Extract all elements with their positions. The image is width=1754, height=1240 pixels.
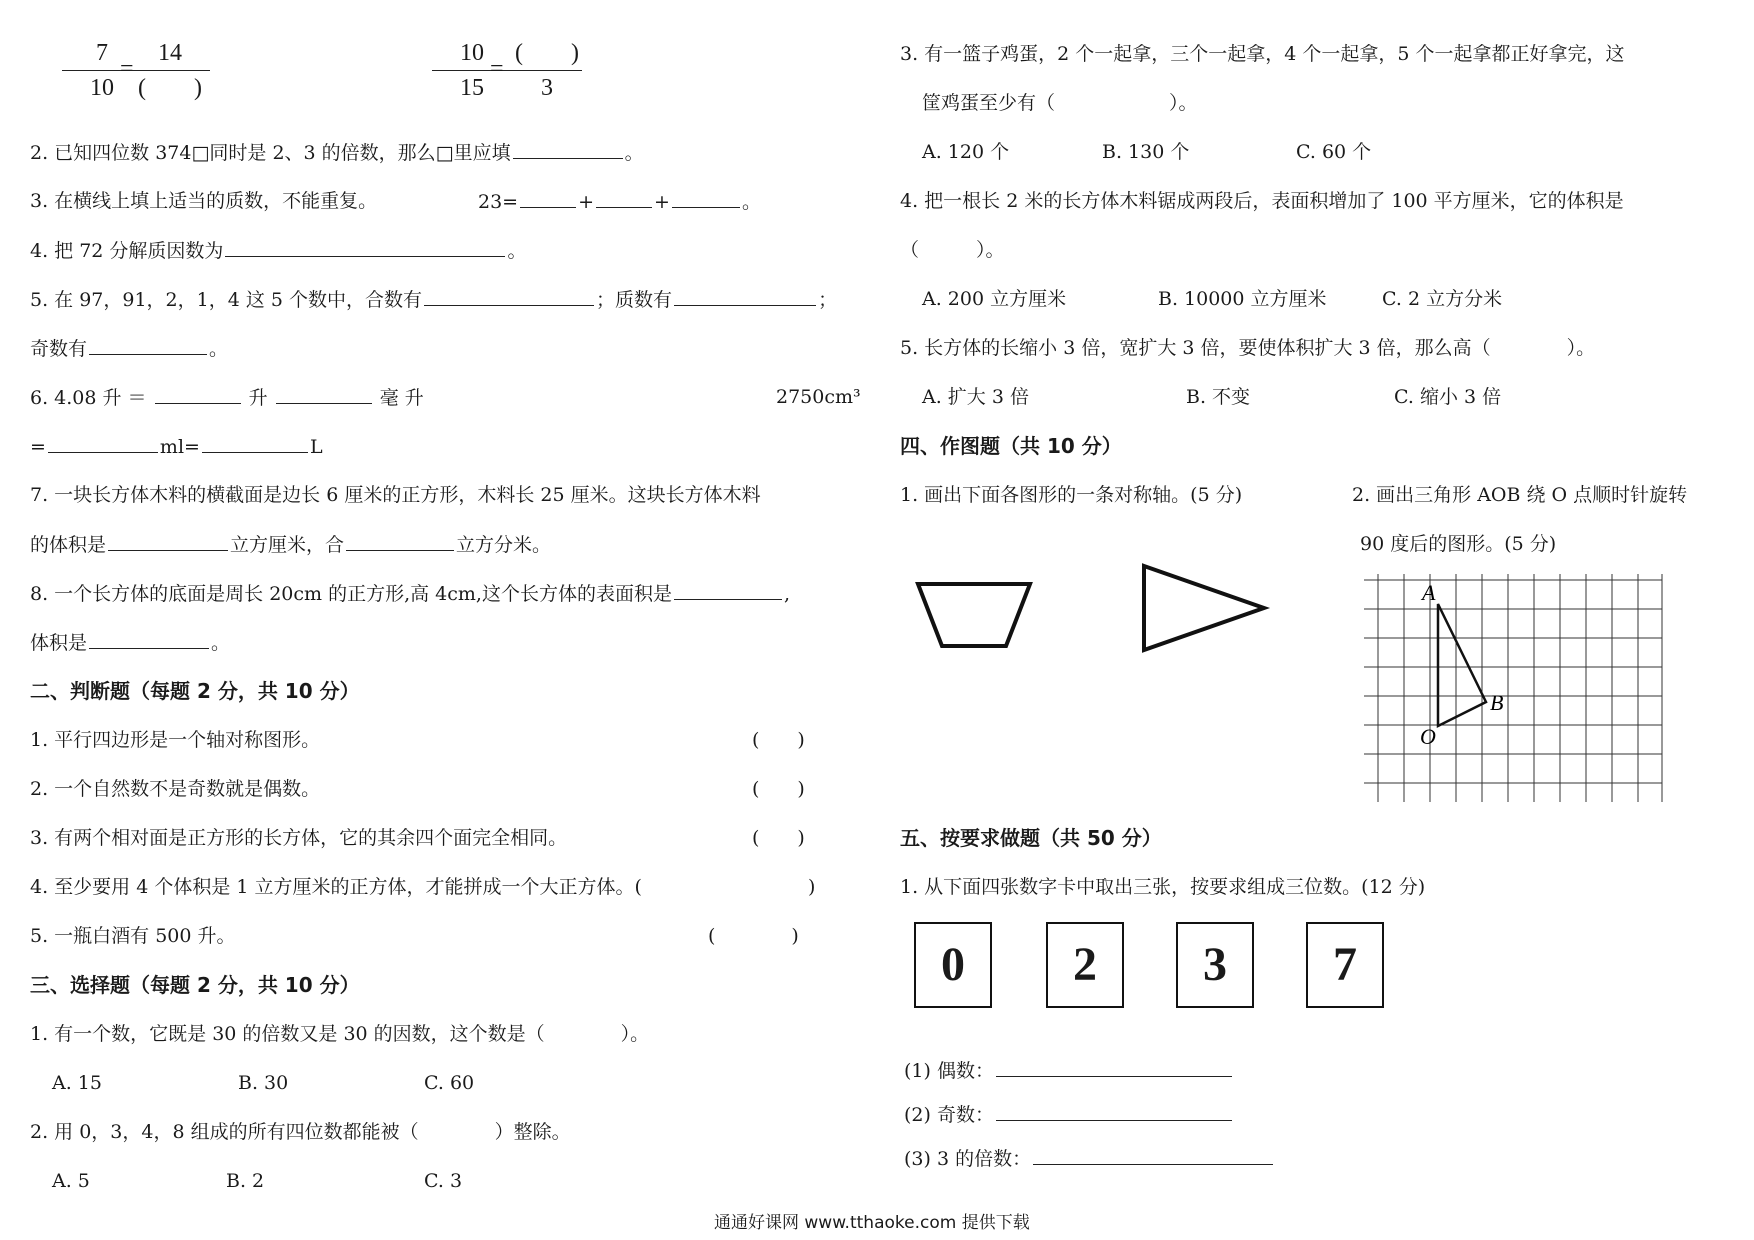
digit-card-3[interactable]: 3 <box>1176 922 1254 1008</box>
question-6-line-2: = ml= L <box>30 436 323 458</box>
choice-1-option-c[interactable]: C. 60 <box>424 1072 475 1094</box>
choice-2-option-a[interactable]: A. 5 <box>52 1170 90 1192</box>
choice-3-option-b[interactable]: B. 130 个 <box>1102 141 1190 163</box>
fraction-1-left: 7 10 <box>62 38 142 103</box>
choice-question-1: 1. 有一个数，它既是 30 的倍数又是 30 的因数，这个数是（ ）。 <box>30 1023 650 1045</box>
question-3: 3. 在横线上填上适当的质数，不能重复。 <box>30 190 378 212</box>
answer-blank[interactable] <box>674 581 782 600</box>
answer-blank[interactable] <box>48 434 158 453</box>
rotation-grid[interactable] <box>1362 574 1676 804</box>
drawing-question-2: 2. 画出三角形 AOB 绕 O 点顺时针旋转 <box>1352 484 1688 506</box>
question-5: 5. 在 97，91，2，1，4 这 5 个数中，合数有 ；质数有 ； <box>30 289 838 311</box>
judge-item-2: 2. 一个自然数不是奇数就是偶数。 <box>30 778 321 800</box>
point-a-label: A <box>1422 580 1436 605</box>
section-tasks-heading: 五、按要求做题（共 50 分） <box>900 826 1162 850</box>
answer-blank[interactable] <box>520 189 576 208</box>
answer-blank[interactable] <box>513 140 623 159</box>
judge-item-5: 5. 一瓶白酒有 500 升。 <box>30 925 236 947</box>
judge-answer-2[interactable]: ( ) <box>752 778 805 800</box>
fraction-2-right: ( ) 3 <box>512 38 582 103</box>
task-item-even: (1) 偶数： <box>904 1058 1234 1083</box>
answer-blank[interactable] <box>89 630 209 649</box>
choice-question-5: 5. 长方体的长缩小 3 倍，宽扩大 3 倍，要使体积扩大 3 倍，那么高（ ）。 <box>900 337 1596 359</box>
section-drawing-heading: 四、作图题（共 10 分） <box>900 434 1122 458</box>
answer-blank[interactable] <box>674 287 816 306</box>
digit-card-0[interactable]: 0 <box>914 922 992 1008</box>
answer-blank[interactable] <box>276 385 372 404</box>
section-choice-heading: 三、选择题（每题 2 分，共 10 分） <box>30 973 360 997</box>
question-4: 4. 把 72 分解质因数为 。 <box>30 240 527 262</box>
task-item-odd: (2) 奇数： <box>904 1102 1234 1127</box>
point-b-label: B <box>1490 690 1504 715</box>
question-2: 2. 已知四位数 374□同时是 2、3 的倍数，那么□里应填 。 <box>30 142 644 164</box>
equals-sign: = <box>490 56 504 82</box>
digit-card-2[interactable]: 2 <box>1046 922 1124 1008</box>
question-5-line-2: 奇数有 。 <box>30 338 229 360</box>
point-o-label: O <box>1420 724 1436 749</box>
answer-blank[interactable] <box>996 1102 1232 1121</box>
equals-sign: = <box>120 56 134 82</box>
answer-blank[interactable] <box>672 189 740 208</box>
triangle-shape[interactable] <box>1138 560 1272 656</box>
answer-blank[interactable] <box>996 1058 1232 1077</box>
choice-2-option-c[interactable]: C. 3 <box>424 1170 463 1192</box>
question-8-line-2: 体积是 。 <box>30 632 231 654</box>
answer-blank[interactable] <box>108 532 228 551</box>
choice-4-option-c[interactable]: C. 2 立方分米 <box>1382 288 1503 310</box>
task-question-1: 1. 从下面四张数字卡中取出三张，按要求组成三位数。(12 分) <box>900 876 1426 898</box>
choice-question-4: 4. 把一根长 2 米的长方体木料锯成两段后，表面积增加了 100 平方厘米，它的体积是 <box>900 190 1624 212</box>
question-6-volume: 2750cm³ <box>776 386 861 408</box>
answer-blank[interactable] <box>155 385 241 404</box>
question-7: 7. 一块长方体木料的横截面是边长 6 厘米的正方形，木料长 25 厘米。这块长方体木料 <box>30 484 761 506</box>
drawing-question-2-line-2: 90 度后的图形。(5 分) <box>1360 533 1557 555</box>
fraction-2-left: 10 15 <box>432 38 512 103</box>
choice-3-option-c[interactable]: C. 60 个 <box>1296 141 1372 163</box>
judge-item-1: 1. 平行四边形是一个轴对称图形。 <box>30 729 321 751</box>
choice-2-option-b[interactable]: B. 2 <box>226 1170 265 1192</box>
digit-card-7[interactable]: 7 <box>1306 922 1384 1008</box>
choice-5-option-b[interactable]: B. 不变 <box>1186 386 1251 408</box>
judge-answer-1[interactable]: ( ) <box>752 729 805 751</box>
question-3-expression: 23= + + 。 <box>478 191 761 213</box>
choice-3-option-a[interactable]: A. 120 个 <box>922 141 1010 163</box>
choice-5-option-a[interactable]: A. 扩大 3 倍 <box>922 386 1029 408</box>
choice-question-3: 3. 有一篮子鸡蛋，2 个一起拿，三个一起拿，4 个一起拿，5 个一起拿都正好拿完，这 <box>900 43 1625 65</box>
judge-answer-4[interactable]: ) <box>808 876 816 898</box>
choice-5-option-c[interactable]: C. 缩小 3 倍 <box>1394 386 1502 408</box>
answer-blank[interactable] <box>89 336 207 355</box>
choice-question-2: 2. 用 0，3，4，8 组成的所有四位数都能被（ ）整除。 <box>30 1121 571 1143</box>
choice-1-option-b[interactable]: B. 30 <box>238 1072 289 1094</box>
judge-item-3: 3. 有两个相对面是正方形的长方体，它的其余四个面完全相同。 <box>30 827 568 849</box>
page-footer: 通通好课网 www.tthaoke.com 提供下载 <box>714 1213 1030 1233</box>
drawing-question-1: 1. 画出下面各图形的一条对称轴。(5 分) <box>900 484 1243 506</box>
trapezoid-shape[interactable] <box>912 576 1036 652</box>
task-item-multiple-of-3: (3) 3 的倍数： <box>904 1146 1275 1171</box>
answer-blank[interactable] <box>346 532 454 551</box>
fraction-1-right: 14 ( ) <box>130 38 210 103</box>
judge-item-4: 4. 至少要用 4 个体积是 1 立方厘米的正方体，才能拼成一个大正方体。( <box>30 876 642 898</box>
answer-blank[interactable] <box>202 434 308 453</box>
triangle-aob <box>1438 604 1486 726</box>
question-6: 6. 4.08 升 ＝ 升 毫 升 <box>30 387 424 409</box>
choice-question-4-line-2: （ ）。 <box>900 239 1005 261</box>
section-judgment-heading: 二、判断题（每题 2 分，共 10 分） <box>30 679 360 703</box>
question-8: 8. 一个长方体的底面是周长 20cm 的正方形,高 4cm,这个长方体的表面积是 , <box>30 583 790 605</box>
judge-answer-5[interactable]: ( ) <box>708 925 799 947</box>
answer-blank[interactable] <box>424 287 594 306</box>
answer-blank[interactable] <box>596 189 652 208</box>
choice-4-option-a[interactable]: A. 200 立方厘米 <box>922 288 1067 310</box>
answer-blank[interactable] <box>1033 1146 1273 1165</box>
choice-4-option-b[interactable]: B. 10000 立方厘米 <box>1158 288 1327 310</box>
question-7-line-2: 的体积是 立方厘米，合 立方分米。 <box>30 534 552 556</box>
choice-question-3-line-2: 筐鸡蛋至少有（ ）。 <box>922 92 1198 114</box>
judge-answer-3[interactable]: ( ) <box>752 827 805 849</box>
choice-1-option-a[interactable]: A. 15 <box>52 1072 102 1094</box>
answer-blank[interactable] <box>225 238 505 257</box>
